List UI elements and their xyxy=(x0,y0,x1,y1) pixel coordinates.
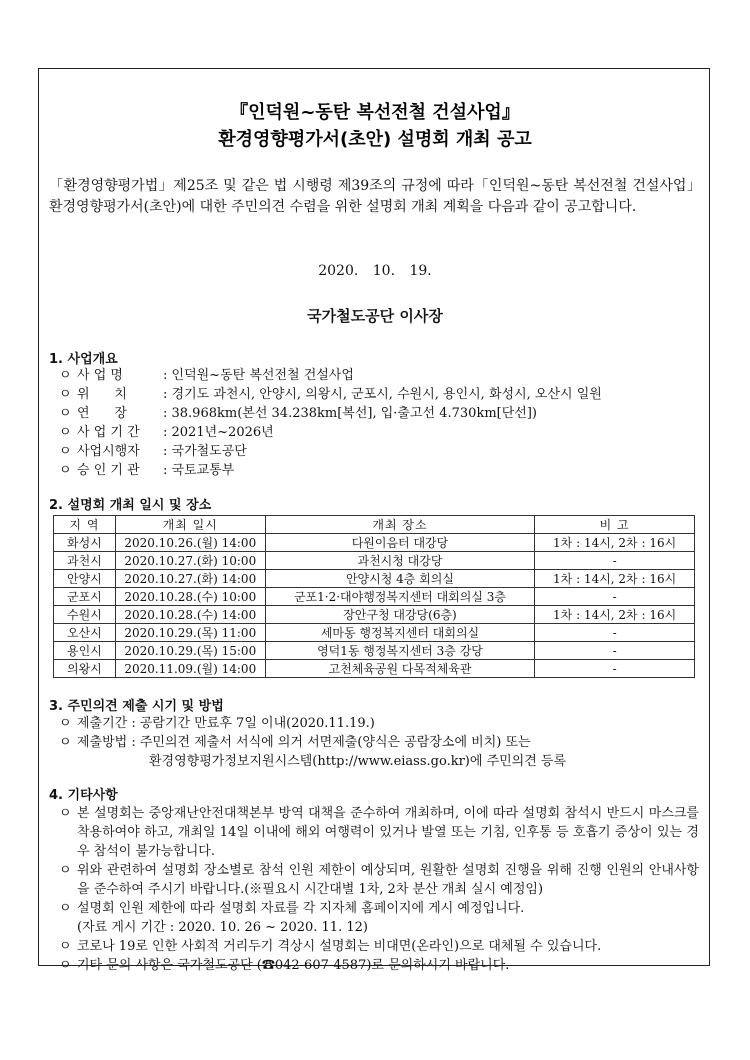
overview-label: 승 인 기 관 xyxy=(77,463,140,478)
bullet-icon: ㅇ xyxy=(59,425,72,440)
column-header: 개최 일시 xyxy=(115,516,265,534)
bullet-icon: ㅇ xyxy=(59,901,72,916)
overview-item xyxy=(59,461,234,480)
table-row xyxy=(54,588,695,606)
region-cell: 과천시 xyxy=(54,552,116,570)
remarks-cell: - xyxy=(535,624,695,642)
overview-item xyxy=(59,385,602,404)
notice-item-online: ㅇ 코로나 19로 인한 사회적 거리두기 격상시 설명회는 비대면(온라인)으로 대체될 수 있습니다. xyxy=(59,939,602,954)
overview-label: 사업시행자 xyxy=(77,444,140,459)
remarks-cell: 1차 : 14시, 2차 : 16시 xyxy=(535,606,695,624)
venue-cell: 과천시청 대강당 xyxy=(265,552,535,570)
overview-value: : 2021년~2026년 xyxy=(163,425,274,440)
overview-value: : 경기도 과천시, 안양시, 의왕시, 군포시, 수원시, 용인시, 화성시, 오산시 일원 xyxy=(163,387,602,402)
venue-cell: 장안구청 대강당(6층) xyxy=(265,606,535,624)
overview-value: : 38.968km(본선 34.238km[복선], 입·출고선 4.730km[단선]) xyxy=(163,406,537,421)
region-cell: 의왕시 xyxy=(54,660,116,678)
venue-cell: 영덕1동 행정복지센터 3층 강당 xyxy=(265,642,535,660)
venue-cell: 다원이음터 대강당 xyxy=(265,534,535,552)
section3-heading: 3. 주민의견 제출 시기 및 방법 xyxy=(49,699,224,714)
datetime-cell: 2020.10.28.(수) 14:00 xyxy=(115,606,265,624)
bullet-icon: ㅇ xyxy=(59,958,72,973)
overview-item xyxy=(59,366,354,385)
bullet-icon: ㅇ xyxy=(59,735,72,750)
remarks-cell: - xyxy=(535,588,695,606)
region-cell: 군포시 xyxy=(54,588,116,606)
remarks-cell: - xyxy=(535,642,695,660)
venue-cell: 세마동 행정복지센터 대회의실 xyxy=(265,624,535,642)
bullet-icon: ㅇ xyxy=(59,939,72,954)
remarks-cell: - xyxy=(535,552,695,570)
column-header: 지 역 xyxy=(54,516,116,534)
region-cell: 수원시 xyxy=(54,606,116,624)
region-cell: 용인시 xyxy=(54,642,116,660)
overview-value: : 인덕원~동탄 복선전철 건설사업 xyxy=(163,368,354,383)
intro-paragraph: 「환경영향평가법」제25조 및 같은 법 시행령 제39조의 규정에 따라「인덕원~동탄 복선전철 건설사업」환경영향평가서(초안)에 대한 주민의견 수렴을 위한 설명회 개최 계획을 다음과 같이 공고합니다. xyxy=(49,178,701,215)
notice-item-quarantine: ㅇ 본 설명회는 중앙재난안전대책본부 방역 대책을 준수하여 개최하며, 이에 따라 설명회 참석시 반드시 마스크를 착용하여야 하고, 개최일 14일 이내에 해외 여행력이 있거나 발열 또는 기침, 인후통 등 호흡기 증상이 있는 경우 참석이 불가능합니다. xyxy=(59,806,699,859)
notice-item-materials: ㅇ 설명회 인원 제한에 따라 설명회 자료를 각 지자체 홈페이지에 게시 예정입니다. (자료 게시 기간 : 2020. 10. 26 ~ 2020. 11. 12) xyxy=(59,901,525,935)
datetime-cell: 2020.10.29.(목) 11:00 xyxy=(115,624,265,642)
bullet-icon: ㅇ xyxy=(59,806,72,821)
bullet-icon: ㅇ xyxy=(59,406,72,421)
datetime-cell: 2020.10.26.(월) 14:00 xyxy=(115,534,265,552)
bullet-icon: ㅇ xyxy=(59,716,72,731)
region-cell: 안양시 xyxy=(54,570,116,588)
venue-cell: 군포1·2·대야행정복지센터 대회의실 3층 xyxy=(265,588,535,606)
datetime-cell: 2020.10.27.(화) 14:00 xyxy=(115,570,265,588)
remarks-cell: - xyxy=(535,660,695,678)
notice-item-contact: ㅇ 기타 문의 사항은 국가철도공단 (☎042-607-4587)로 문의하시기 바랍니다. xyxy=(59,958,510,973)
overview-value: : 국가철도공단 xyxy=(163,444,247,459)
datetime-cell: 2020.10.29.(목) 15:00 xyxy=(115,642,265,660)
section1-heading: 1. 사업개요 xyxy=(49,352,118,367)
overview-item xyxy=(59,442,247,461)
venue-cell: 고천체육공원 다목적체육관 xyxy=(265,660,535,678)
overview-item xyxy=(59,404,537,423)
table-row xyxy=(54,642,695,660)
overview-value: : 국토교통부 xyxy=(163,463,235,478)
section4-heading: 4. 기타사항 xyxy=(49,788,118,803)
remarks-cell: 1차 : 14시, 2차 : 16시 xyxy=(535,534,695,552)
venue-cell: 안양시청 4층 회의실 xyxy=(265,570,535,588)
submission-method: ㅇ 제출방법 : 주민의견 제출서 서식에 의거 서면제출(양식은 공람장소에 비치) 또는 환경영향평가정보지원시스템(http://www.eiass.go.kr)에 주민의견 등록 xyxy=(59,735,567,769)
table-row xyxy=(54,534,695,552)
notice-item-attendance-limit: ㅇ 위와 관련하여 설명회 장소별로 참석 인원 제한이 예상되며, 원활한 설명회 진행을 위해 진행 인원의 안내사항을 준수하여 주시기 바랍니다.(※필요시 시간대별 1차, 2차 분산 개최 실시 예정임) xyxy=(59,863,699,897)
datetime-cell: 2020.10.27.(화) 10:00 xyxy=(115,552,265,570)
table-row xyxy=(54,660,695,678)
notice-date: 2020. 10. 19. xyxy=(318,263,432,279)
column-header: 비 고 xyxy=(535,516,695,534)
bullet-icon: ㅇ xyxy=(59,444,72,459)
schedule-table xyxy=(53,515,695,678)
section2-heading: 2. 설명회 개최 일시 및 장소 xyxy=(49,498,212,513)
overview-label: 위 치 xyxy=(77,387,127,402)
bullet-icon: ㅇ xyxy=(59,368,72,383)
table-row xyxy=(54,552,695,570)
issuer-name: 국가철도공단 이사장 xyxy=(307,307,443,325)
bullet-icon: ㅇ xyxy=(59,863,72,878)
table-row xyxy=(54,624,695,642)
bullet-icon: ㅇ xyxy=(59,463,72,478)
notice-title-line1: 『인덕원~동탄 복선전철 건설사업』 xyxy=(230,102,520,123)
overview-label: 사 업 명 xyxy=(77,368,123,383)
bullet-icon: ㅇ xyxy=(59,387,72,402)
submission-period: ㅇ 제출기간 : 공람기간 만료후 7일 이내(2020.11.19.) xyxy=(59,716,375,731)
overview-item xyxy=(59,423,274,442)
table-header-row xyxy=(54,516,695,534)
datetime-cell: 2020.10.28.(수) 10:00 xyxy=(115,588,265,606)
overview-label: 사 업 기 간 xyxy=(77,425,140,440)
overview-label: 연 장 xyxy=(77,406,127,421)
table-row xyxy=(54,606,695,624)
column-header: 개최 장소 xyxy=(265,516,535,534)
notice-title-line2: 환경영향평가서(초안) 설명회 개최 공고 xyxy=(218,129,532,150)
region-cell: 오산시 xyxy=(54,624,116,642)
remarks-cell: 1차 : 14시, 2차 : 16시 xyxy=(535,570,695,588)
region-cell: 화성시 xyxy=(54,534,116,552)
datetime-cell: 2020.11.09.(월) 14:00 xyxy=(115,660,265,678)
table-row xyxy=(54,570,695,588)
